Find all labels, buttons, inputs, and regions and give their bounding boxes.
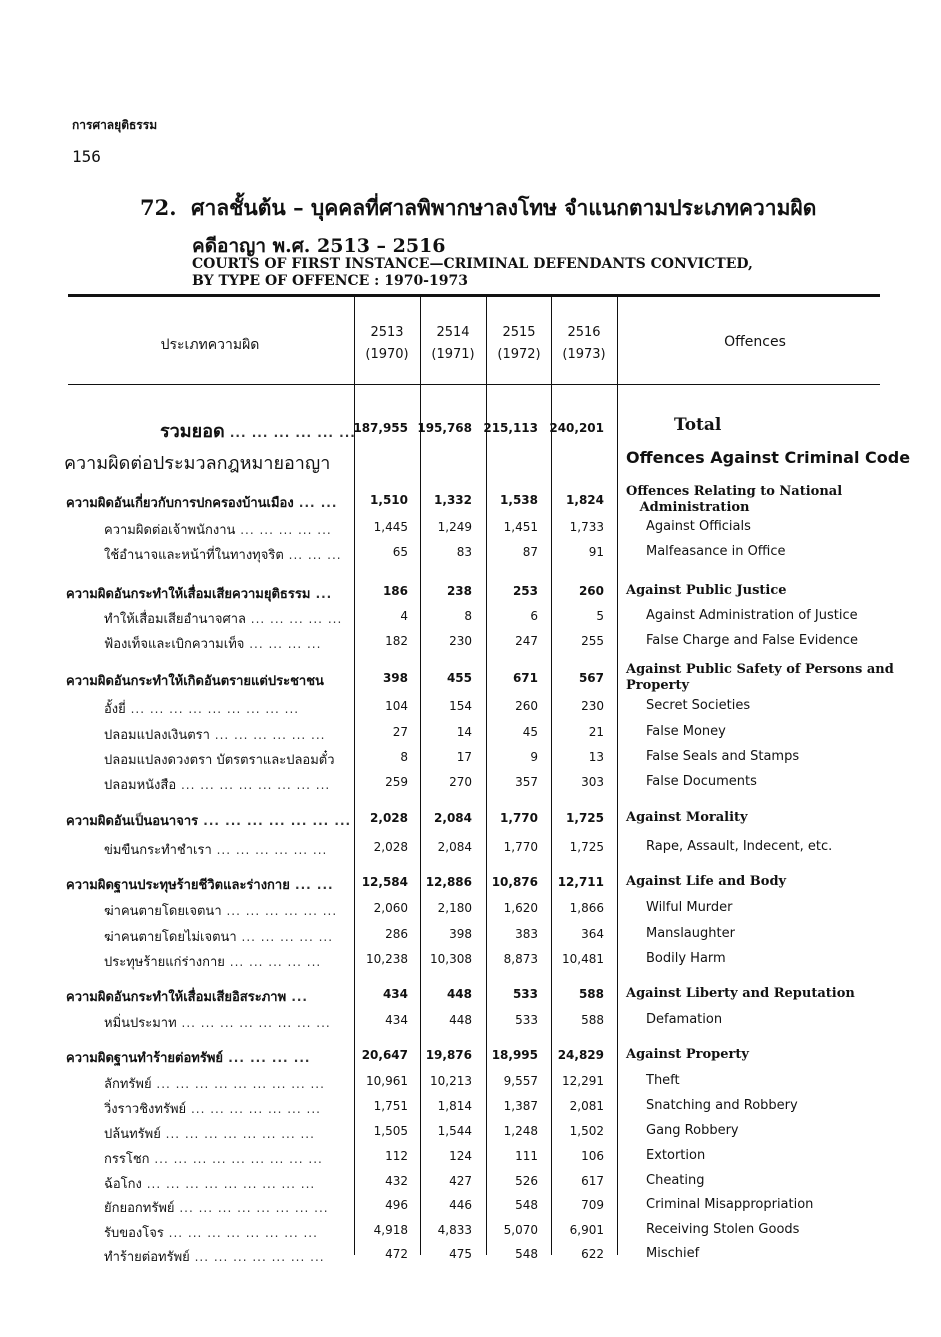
value-cell: 45: [522, 725, 538, 739]
year-be: 2516: [567, 325, 601, 340]
leader-dots: ... ... ... ... ... ...: [209, 728, 326, 742]
leader-dots: ... ... ... ... ... ... ... ...: [176, 1016, 331, 1030]
offence-thai-label: ยักยอกทรัพย์: [104, 1201, 175, 1216]
leader-dots: ... ... ...: [283, 548, 342, 562]
column-header-offence-thai: ประเภทความผิด: [160, 337, 260, 353]
offence-english: Cheating: [646, 1173, 705, 1188]
table-title-english-line2: BY TYPE OF OFFENCE : 1970-1973: [192, 273, 468, 289]
offence-english: Rape, Assault, Indecent, etc.: [646, 839, 833, 854]
leader-dots: ... ... ... ... ... ... ... ...: [174, 1201, 329, 1215]
table-row: [0, 633, 941, 657]
leader-dots: ... ... ... ... ... ... ... ... ...: [149, 1152, 323, 1166]
value-cell: 182: [385, 634, 408, 648]
offence-thai-label: ฟ้องเท็จและเบิกความเท็จ: [104, 637, 245, 652]
offence-thai: [104, 608, 342, 629]
table-row: [0, 724, 941, 748]
value-cell: 617: [581, 1174, 604, 1188]
value-cell: 383: [515, 927, 538, 941]
offence-english: Wilful Murder: [646, 900, 733, 915]
table-row: [0, 415, 941, 444]
offence-thai-label: ความผิดอันกระทำให้เสื่อมเสียความยุติธรรม: [66, 587, 311, 602]
value-cell: 240,201: [549, 421, 604, 435]
offence-thai: [66, 583, 332, 604]
value-cell: 1,510: [370, 493, 408, 507]
value-cell: 2,081: [569, 1099, 604, 1113]
value-cell: 526: [515, 1174, 538, 1188]
value-cell: 2,084: [434, 811, 472, 825]
offence-thai: [104, 1197, 329, 1218]
offence-thai: [104, 724, 326, 745]
page-number: 156: [72, 147, 101, 166]
offence-thai-label: ความผิดอันกระทำให้เกิดอันตรายแต่ประชาชน: [66, 674, 324, 689]
offence-thai: [104, 633, 321, 654]
offence-thai: [104, 1222, 318, 1243]
offence-thai-label: อั้งยี่: [104, 702, 126, 717]
value-cell: 1,725: [569, 840, 604, 854]
offence-thai-label: ปลอมแปลงดวงตรา บัตรตราและปลอมตั๋ว: [104, 753, 335, 768]
leader-dots: ... ... ... ...: [223, 1051, 311, 1065]
leader-dots: ... ... ... ... ... ... ... ...: [160, 1127, 315, 1141]
table-title-english-line1: COURTS OF FIRST INSTANCE—CRIMINAL DEFENDANTS CONVICTED,: [192, 256, 753, 272]
offence-english: False Seals and Stamps: [646, 749, 800, 764]
value-cell: 112: [385, 1149, 408, 1163]
value-cell: 432: [385, 1174, 408, 1188]
column-header-offence-english: Offences: [724, 334, 786, 350]
table-row: [0, 986, 941, 1010]
value-cell: 230: [449, 634, 472, 648]
value-cell: 65: [392, 545, 408, 559]
offence-thai-label: ความผิดอันเกี่ยวกับการปกครองบ้านเมือง: [66, 496, 294, 511]
value-cell: 10,961: [366, 1074, 408, 1088]
value-cell: 255: [581, 634, 604, 648]
value-cell: 5: [596, 609, 604, 623]
offence-english: Defamation: [646, 1012, 723, 1027]
offence-english: False Money: [646, 724, 726, 739]
year-ce: (1973): [562, 347, 606, 362]
offence-thai-label: ความผิดอันเป็นอนาจาร: [66, 814, 199, 829]
offence-thai: [160, 416, 356, 445]
value-cell: 1,770: [500, 811, 538, 825]
offence-thai-label: ฆ่าคนตายโดยไม่เจตนา: [104, 930, 237, 945]
table-row: [0, 608, 941, 632]
value-cell: 186: [382, 584, 408, 598]
offence-thai: [104, 1073, 325, 1094]
value-cell: 91: [588, 545, 604, 559]
value-cell: 1,451: [503, 520, 538, 534]
offence-thai: [66, 810, 351, 831]
value-cell: 1,505: [373, 1124, 408, 1138]
value-cell: 1,332: [434, 493, 472, 507]
offence-english: Snatching and Robbery: [646, 1098, 798, 1113]
value-cell: 12,584: [361, 875, 408, 889]
table-row: [0, 484, 941, 516]
value-cell: 260: [578, 584, 604, 598]
value-cell: 18,995: [491, 1048, 538, 1062]
leader-dots: ... ... ... ... ...: [235, 523, 332, 537]
offence-english: False Charge and False Evidence: [646, 633, 859, 648]
value-cell: 709: [581, 1198, 604, 1212]
value-cell: 1,445: [373, 520, 408, 534]
value-cell: 1,733: [569, 520, 604, 534]
value-cell: 4,918: [373, 1223, 408, 1237]
value-cell: 1,248: [503, 1124, 538, 1138]
offence-thai-label: ลักทรัพย์: [104, 1077, 152, 1092]
offence-thai-label: ทำร้ายต่อทรัพย์: [104, 1250, 190, 1265]
leader-dots: ... ... ... ... ... ...: [221, 904, 338, 918]
table-number: 72.: [140, 195, 177, 220]
offence-thai-label: รวมยอด: [160, 421, 225, 442]
offence-english: Secret Societies: [646, 698, 751, 713]
value-cell: 5,070: [503, 1223, 538, 1237]
value-cell: 270: [449, 775, 472, 789]
value-cell: 259: [385, 775, 408, 789]
offence-thai-label: ความผิดฐานประทุษร้ายชีวิตและร่างกาย: [66, 878, 290, 893]
value-cell: 2,180: [437, 901, 472, 915]
table-row: [0, 1012, 941, 1036]
value-cell: 187,955: [353, 421, 408, 435]
value-cell: 622: [581, 1247, 604, 1261]
table-title-thai-line2: คดีอาญา พ.ศ. 2513 – 2516: [192, 235, 446, 257]
value-cell: 87: [522, 545, 538, 559]
value-cell: 1,725: [566, 811, 604, 825]
leader-dots: ... ...: [293, 496, 338, 510]
value-cell: 247: [515, 634, 538, 648]
year-ce: (1972): [497, 347, 541, 362]
value-cell: 12,886: [425, 875, 472, 889]
value-cell: 1,249: [437, 520, 472, 534]
offence-english: Manslaughter: [646, 926, 735, 941]
offence-english: Against Administration of Justice: [646, 608, 858, 623]
value-cell: 398: [449, 927, 472, 941]
offence-english: Offences Against Criminal Code: [626, 448, 911, 467]
leader-dots: ... ... ... ... ... ... ... ... ...: [125, 702, 300, 716]
year-ce: (1971): [431, 347, 475, 362]
offence-thai: [104, 519, 332, 540]
value-cell: 398: [382, 671, 408, 685]
offence-thai-label: กรรโชก: [104, 1152, 150, 1167]
value-cell: 10,481: [562, 952, 604, 966]
offence-thai: [104, 839, 327, 860]
leader-dots: ... ... ... ... ... ... ... ...: [163, 1226, 318, 1240]
value-cell: 2,028: [370, 811, 408, 825]
offence-thai-label: ปลอมหนังสือ: [104, 778, 177, 793]
offence-english: Malfeasance in Office: [646, 544, 786, 559]
leader-dots: ...: [286, 990, 308, 1004]
value-cell: 448: [449, 1013, 472, 1027]
table-row: [0, 749, 941, 773]
column-header-year: [421, 322, 485, 366]
offence-thai-label: ฉ้อโกง: [104, 1177, 142, 1192]
value-cell: 533: [512, 987, 538, 1001]
table-row: [0, 1047, 941, 1071]
value-cell: 588: [581, 1013, 604, 1027]
value-cell: 286: [385, 927, 408, 941]
value-cell: 364: [581, 927, 604, 941]
value-cell: 230: [581, 699, 604, 713]
offence-thai-label: ปล้นทรัพย์: [104, 1127, 161, 1142]
leader-dots: ... ... ... ... ... ... ...: [186, 1102, 321, 1116]
offence-english: Offences Relating to National Administration: [626, 484, 843, 515]
offence-english: Bodily Harm: [646, 951, 726, 966]
offence-english: Receiving Stolen Goods: [646, 1222, 800, 1237]
offence-english: Against Officials: [646, 519, 751, 534]
value-cell: 455: [446, 671, 472, 685]
offence-english: Criminal Misappropriation: [646, 1197, 814, 1212]
offence-english: Against Morality: [626, 810, 748, 825]
offence-thai: [66, 986, 308, 1007]
year-be: 2514: [436, 325, 470, 340]
offence-thai: [104, 951, 321, 972]
offence-thai-label: หมิ่นประมาท: [104, 1016, 177, 1031]
value-cell: 9,557: [503, 1074, 538, 1088]
leader-dots: ... ... ... ... ...: [236, 930, 334, 944]
offence-thai: [104, 1012, 331, 1033]
leader-dots: ...: [310, 587, 333, 601]
value-cell: 448: [446, 987, 472, 1001]
value-cell: 154: [449, 699, 472, 713]
offence-thai: [104, 698, 299, 719]
value-cell: 6,901: [569, 1223, 604, 1237]
offence-thai: [104, 900, 337, 921]
value-cell: 1,770: [503, 840, 538, 854]
table-row: [0, 1148, 941, 1172]
offence-thai: [66, 1047, 310, 1068]
value-cell: 21: [588, 725, 604, 739]
value-cell: 20,647: [361, 1048, 408, 1062]
top-rule: [68, 294, 880, 297]
value-cell: 472: [385, 1247, 408, 1261]
table-row: [0, 544, 941, 568]
column-header-year: [552, 322, 616, 366]
offence-thai: [104, 774, 330, 795]
table-row: [0, 1246, 941, 1270]
offence-english: Against Property: [626, 1047, 749, 1062]
offence-thai-label: ประทุษร้ายแก่ร่างกาย: [104, 955, 225, 970]
offence-thai-label: ฆ่าคนตายโดยเจตนา: [104, 904, 222, 919]
value-cell: 548: [515, 1247, 538, 1261]
offence-thai: [104, 1173, 315, 1194]
leader-dots: ... ... ... ...: [244, 637, 322, 651]
year-ce: (1970): [365, 347, 409, 362]
value-cell: 111: [515, 1149, 538, 1163]
offence-thai-label: ข่มขืนกระทำชำเรา: [104, 843, 212, 858]
leader-dots: ... ... ... ... ... ... ...: [198, 814, 352, 828]
value-cell: 357: [515, 775, 538, 789]
offence-thai-label: ปลอมแปลงเงินตรา: [104, 728, 210, 743]
value-cell: 434: [382, 987, 408, 1001]
table-title-thai: [140, 192, 816, 225]
leader-dots: ... ... ... ... ... ...: [211, 843, 328, 857]
offence-english: False Documents: [646, 774, 757, 789]
table-row: [0, 774, 941, 798]
value-cell: 496: [385, 1198, 408, 1212]
offence-thai: [104, 544, 342, 565]
table-title-thai-line1: ศาลชั้นต้น – บุคคลที่ศาลพิพากษาลงโทษ จำแนกตามประเภทความผิด: [191, 195, 817, 220]
value-cell: 14: [456, 725, 472, 739]
offence-thai-label: ความผิดอันกระทำให้เสื่อมเสียอิสระภาพ: [66, 990, 287, 1005]
leader-dots: ... ... ... ... ... ... ... ... ...: [141, 1177, 316, 1191]
table-row: [0, 1123, 941, 1147]
value-cell: 195,768: [417, 421, 472, 435]
offence-english: Theft: [646, 1073, 680, 1088]
column-header-year: [487, 322, 551, 366]
value-cell: 567: [578, 671, 604, 685]
value-cell: 215,113: [483, 421, 538, 435]
table-row: [0, 1222, 941, 1246]
table-row: [0, 698, 941, 722]
offence-thai: [64, 448, 330, 477]
value-cell: 10,308: [430, 952, 472, 966]
value-cell: 24,829: [557, 1048, 604, 1062]
value-cell: 12,711: [557, 875, 604, 889]
offence-english: Against Public Safety of Persons and Property: [626, 662, 894, 693]
offence-thai: [104, 1123, 315, 1144]
value-cell: 19,876: [425, 1048, 472, 1062]
value-cell: 10,238: [366, 952, 408, 966]
offence-thai-label: ความผิดฐานทำร้ายต่อทรัพย์: [66, 1051, 224, 1066]
value-cell: 1,824: [566, 493, 604, 507]
value-cell: 104: [385, 699, 408, 713]
value-cell: 12,291: [562, 1074, 604, 1088]
offence-english: Against Liberty and Reputation: [626, 986, 855, 1001]
leader-dots: ... ... ... ... ... ... ... ... ...: [151, 1077, 325, 1091]
value-cell: 1,538: [500, 493, 538, 507]
value-cell: 8,873: [503, 952, 538, 966]
value-cell: 2,060: [373, 901, 408, 915]
leader-dots: ... ...: [289, 878, 334, 892]
value-cell: 588: [578, 987, 604, 1001]
value-cell: 427: [449, 1174, 472, 1188]
leader-dots: ... ... ... ... ...: [245, 612, 343, 626]
table-row: [0, 1197, 941, 1221]
value-cell: 2,028: [373, 840, 408, 854]
table-row: [0, 1098, 941, 1122]
header-rule: [68, 384, 880, 385]
value-cell: 2,084: [437, 840, 472, 854]
table-row: [0, 951, 941, 975]
value-cell: 13: [588, 750, 604, 764]
year-be: 2515: [502, 325, 536, 340]
value-cell: 124: [449, 1149, 472, 1163]
value-cell: 27: [392, 725, 408, 739]
value-cell: 434: [385, 1013, 408, 1027]
value-cell: 1,620: [503, 901, 538, 915]
value-cell: 548: [515, 1198, 538, 1212]
offence-thai-label: ทำให้เสื่อมเสียอำนาจศาล: [104, 612, 246, 627]
offence-english: Total: [674, 415, 722, 435]
offence-thai-label: ความผิดต่อประมวลกฎหมายอาญา: [64, 453, 331, 474]
offence-thai-label: ความผิดต่อเจ้าพนักงาน: [104, 523, 236, 538]
value-cell: 8: [464, 609, 472, 623]
offence-thai: [66, 492, 337, 513]
table-row: [0, 839, 941, 863]
leader-dots: ... ... ... ... ... ...: [224, 426, 356, 440]
table-row: [0, 874, 941, 898]
offence-english: Extortion: [646, 1148, 706, 1163]
offence-english: Mischief: [646, 1246, 700, 1261]
offence-thai: [104, 926, 333, 947]
value-cell: 1,387: [503, 1099, 538, 1113]
value-cell: 238: [446, 584, 472, 598]
value-cell: 253: [512, 584, 538, 598]
offence-thai: [66, 874, 334, 895]
value-cell: 106: [581, 1149, 604, 1163]
value-cell: 671: [512, 671, 538, 685]
table-row: [0, 1073, 941, 1097]
table-row: [0, 448, 941, 476]
value-cell: 4: [400, 609, 408, 623]
offence-thai: [104, 749, 335, 770]
offence-thai: [66, 670, 324, 691]
offence-english: Against Public Justice: [626, 583, 787, 598]
year-be: 2513: [370, 325, 404, 340]
value-cell: 533: [515, 1013, 538, 1027]
value-cell: 260: [515, 699, 538, 713]
offence-thai: [104, 1098, 321, 1119]
offence-english: Gang Robbery: [646, 1123, 739, 1138]
table-row: [0, 583, 941, 607]
table-row: [0, 926, 941, 950]
value-cell: 6: [530, 609, 538, 623]
value-cell: 446: [449, 1198, 472, 1212]
offence-thai-label: วิ่งราวชิงทรัพย์: [104, 1102, 187, 1117]
offence-thai: [104, 1148, 323, 1169]
leader-dots: ... ... ... ... ...: [224, 955, 322, 969]
table-row: [0, 519, 941, 543]
table-row: [0, 1173, 941, 1197]
value-cell: 303: [581, 775, 604, 789]
value-cell: 1,814: [437, 1099, 472, 1113]
value-cell: 17: [456, 750, 472, 764]
column-header-year: [355, 322, 419, 366]
table-row: [0, 810, 941, 834]
value-cell: 1,544: [437, 1124, 472, 1138]
value-cell: 1,751: [373, 1099, 408, 1113]
value-cell: 10,213: [430, 1074, 472, 1088]
value-cell: 4,833: [437, 1223, 472, 1237]
offence-thai: [104, 1246, 325, 1267]
table-row: [0, 662, 941, 694]
running-head: การศาลยุติธรรม: [72, 118, 158, 132]
value-cell: 8: [400, 750, 408, 764]
leader-dots: ... ... ... ... ... ... ...: [189, 1250, 325, 1264]
value-cell: 9: [530, 750, 538, 764]
offence-english: Against Life and Body: [626, 874, 787, 889]
table-row: [0, 900, 941, 924]
value-cell: 475: [449, 1247, 472, 1261]
value-cell: 1,866: [569, 901, 604, 915]
value-cell: 1,502: [569, 1124, 604, 1138]
offence-thai-label: รับของโจร: [104, 1226, 164, 1241]
value-cell: 83: [456, 545, 472, 559]
offence-thai-label: ใช้อำนาจและหน้าที่ในทางทุจริต: [104, 548, 284, 563]
value-cell: 10,876: [491, 875, 538, 889]
leader-dots: ... ... ... ... ... ... ... ...: [176, 778, 331, 792]
